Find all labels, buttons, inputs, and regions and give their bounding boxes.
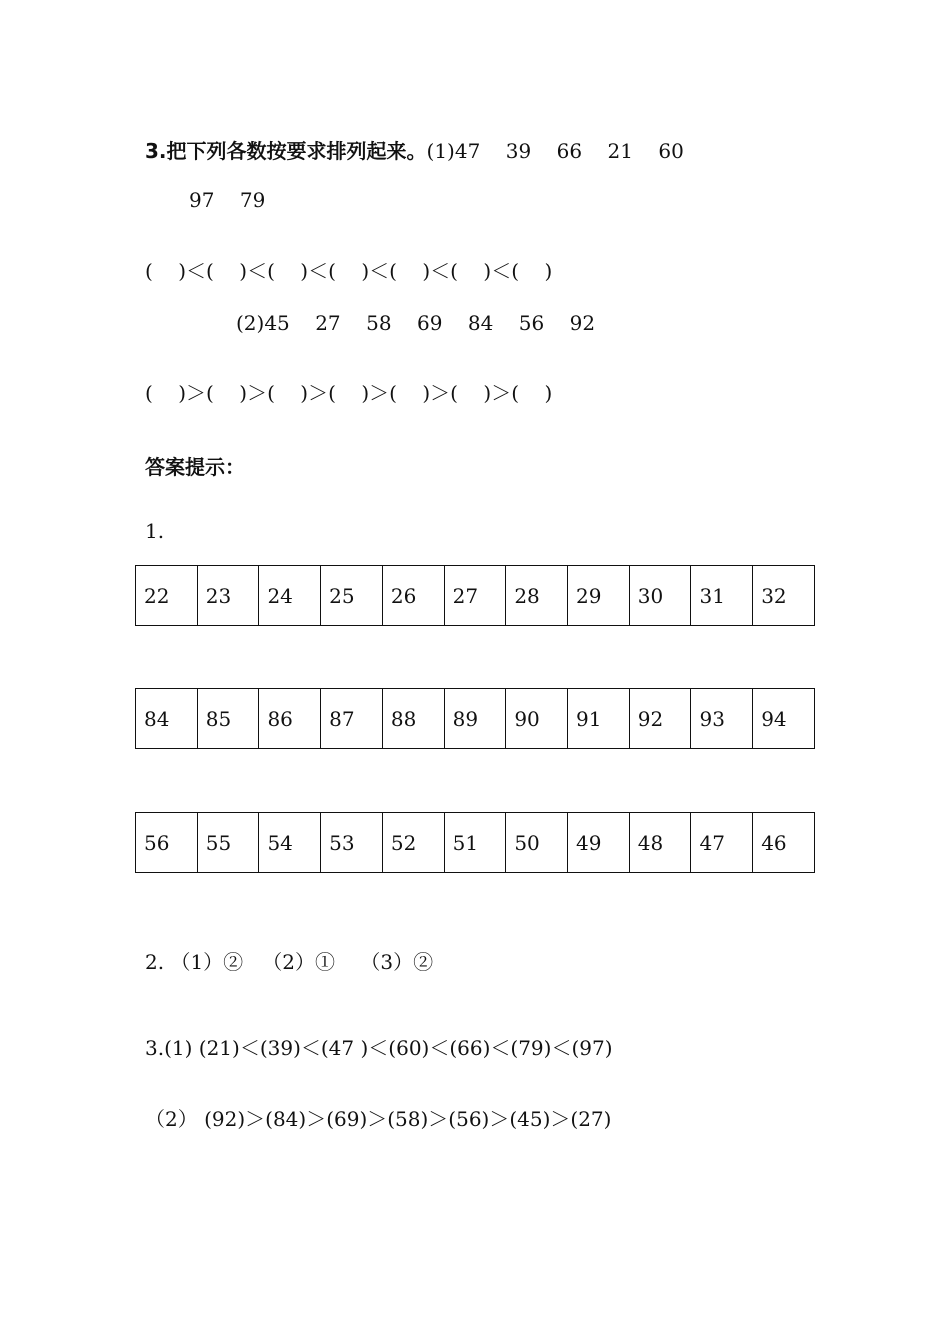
table-cell: 32 — [753, 566, 815, 626]
table-row — [136, 813, 815, 873]
table-cell: 92 — [629, 689, 691, 749]
table-cell: 87 — [321, 689, 383, 749]
table-cell: 88 — [382, 689, 444, 749]
table-cell: 53 — [321, 813, 383, 873]
table-cell: 90 — [506, 689, 568, 749]
table-cell: 55 — [197, 813, 259, 873]
table-cell: 56 — [136, 813, 198, 873]
table-cell: 29 — [568, 566, 630, 626]
table-cell: 27 — [444, 566, 506, 626]
table-cell: 51 — [444, 813, 506, 873]
table-cell: 48 — [629, 813, 691, 873]
table-cell: 47 — [691, 813, 753, 873]
part1-label: (1) — [426, 139, 455, 163]
answer-3-part-1: 3.(1) (21)＜(39)＜(47 )＜(60)＜(66)＜(79)＜(97) — [145, 1036, 613, 1060]
answer-table-2 — [135, 688, 815, 749]
table-cell: 22 — [136, 566, 198, 626]
table-cell: 84 — [136, 689, 198, 749]
answer-1-label: 1. — [145, 519, 165, 543]
table-cell: 28 — [506, 566, 568, 626]
question-3-title: 3.把下列各数按要求排列起来。 — [145, 139, 427, 163]
table-cell: 94 — [753, 689, 815, 749]
part2-numbers: (2)45 27 58 69 84 56 92 — [236, 311, 596, 335]
part2-answer-blanks: ( )＞( )＞( )＞( )＞( )＞( )＞( ) — [145, 381, 553, 405]
answer-3-part-2: （2） (92)＞(84)＞(69)＞(58)＞(56)＞(45)＞(27) — [145, 1107, 612, 1131]
part1-numbers-a: 47 39 66 21 60 — [454, 139, 684, 163]
table-cell: 85 — [197, 689, 259, 749]
question-3-line-1 — [145, 139, 684, 163]
table-cell: 30 — [629, 566, 691, 626]
table-cell: 49 — [568, 813, 630, 873]
table-cell: 25 — [321, 566, 383, 626]
table-cell: 46 — [753, 813, 815, 873]
answer-table-3 — [135, 812, 815, 873]
table-cell: 89 — [444, 689, 506, 749]
table-cell: 50 — [506, 813, 568, 873]
table-cell: 24 — [259, 566, 321, 626]
table-cell: 54 — [259, 813, 321, 873]
table-cell: 86 — [259, 689, 321, 749]
table-row — [136, 566, 815, 626]
answer-table-1 — [135, 565, 815, 626]
answer-2: 2. （1）② （2）① （3）② — [145, 950, 434, 974]
table-cell: 23 — [197, 566, 259, 626]
answers-heading: 答案提示： — [145, 455, 245, 479]
table-cell: 52 — [382, 813, 444, 873]
table-cell: 93 — [691, 689, 753, 749]
table-cell: 31 — [691, 566, 753, 626]
table-cell: 26 — [382, 566, 444, 626]
part1-numbers-b: 97 79 — [189, 188, 266, 212]
table-row — [136, 689, 815, 749]
table-cell: 91 — [568, 689, 630, 749]
part1-answer-blanks: ( )＜( )＜( )＜( )＜( )＜( )＜( ) — [145, 259, 553, 283]
